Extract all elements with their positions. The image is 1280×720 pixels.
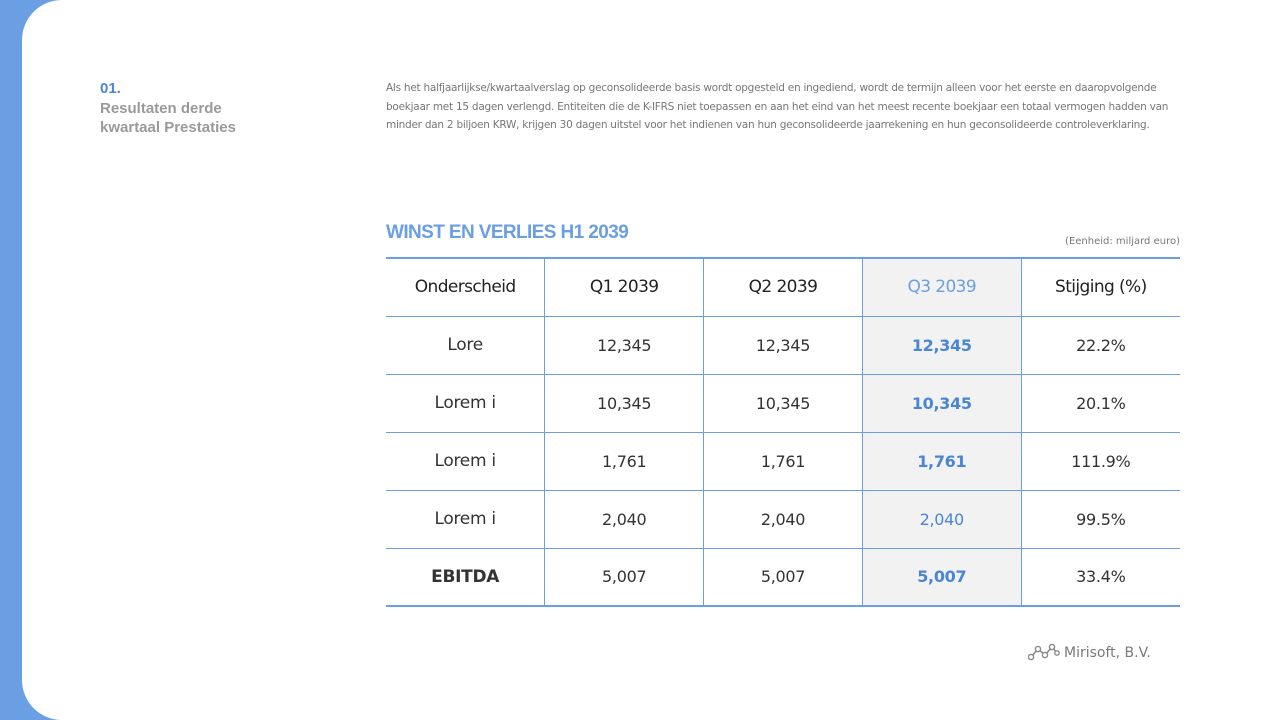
row-label: Lorem i <box>386 374 545 432</box>
table-row <box>386 490 1180 548</box>
header-increase: Stijging (%) <box>1021 258 1180 316</box>
cell-q1: 2,040 <box>545 490 704 548</box>
table-unit-note: (Eenheid: miljard euro) <box>1065 236 1180 247</box>
table-header-row <box>386 258 1180 316</box>
cell-q3: 5,007 <box>862 548 1021 606</box>
cell-q3: 2,040 <box>862 490 1021 548</box>
cell-q3: 12,345 <box>862 316 1021 374</box>
header-q3: Q3 2039 <box>862 258 1021 316</box>
brand-name: Mirisoft, B.V. <box>1064 645 1151 661</box>
brand-logo <box>1028 643 1151 663</box>
cell-q3: 1,761 <box>862 432 1021 490</box>
cell-increase: 33.4% <box>1021 548 1180 606</box>
cell-increase: 22.2% <box>1021 316 1180 374</box>
section-number: 01. <box>100 80 121 97</box>
cell-q1: 12,345 <box>545 316 704 374</box>
cell-q2: 5,007 <box>704 548 863 606</box>
slide-page <box>22 0 1280 720</box>
row-label: EBITDA <box>386 548 545 606</box>
results-table <box>386 257 1180 607</box>
cell-q3: 10,345 <box>862 374 1021 432</box>
row-label: Lore <box>386 316 545 374</box>
row-label: Lorem i <box>386 432 545 490</box>
cell-q2: 2,040 <box>704 490 863 548</box>
cell-q2: 12,345 <box>704 316 863 374</box>
table-row-total <box>386 548 1180 606</box>
cell-increase: 99.5% <box>1021 490 1180 548</box>
header-q1: Q1 2039 <box>545 258 704 316</box>
cell-q1: 1,761 <box>545 432 704 490</box>
table-title: WINST EN VERLIES H1 2039 <box>386 222 629 243</box>
row-label: Lorem i <box>386 490 545 548</box>
cell-q1: 5,007 <box>545 548 704 606</box>
cell-q1: 10,345 <box>545 374 704 432</box>
cell-increase: 20.1% <box>1021 374 1180 432</box>
table-row <box>386 316 1180 374</box>
table-row <box>386 374 1180 432</box>
table-row <box>386 432 1180 490</box>
header-q2: Q2 2039 <box>704 258 863 316</box>
cell-q2: 1,761 <box>704 432 863 490</box>
cell-increase: 111.9% <box>1021 432 1180 490</box>
intro-paragraph: Als het halfjaarlijkse/kwartaalverslag op geconsolideerde basis wordt opgesteld en ingediend, wordt de termijn alleen voor het eerste en daaropvolgende boekjaar met 15 dagen verlengd. Entiteiten die de K-IFRS niet toepassen en aan het eind van het meest recente boekjaar een totaal vermogen hadden van minder dan 2 biljoen KRW, krijgen 30 dagen uitstel voor het indienen van hun geconsolideerde jaarrekening en hun geconsolideerde controleverklaring. <box>386 82 1169 131</box>
section-title: Resultaten derde kwartaal Prestaties <box>100 100 236 136</box>
header-distinction: Onderscheid <box>386 258 545 316</box>
cell-q2: 10,345 <box>704 374 863 432</box>
network-nodes-icon <box>1028 643 1060 663</box>
